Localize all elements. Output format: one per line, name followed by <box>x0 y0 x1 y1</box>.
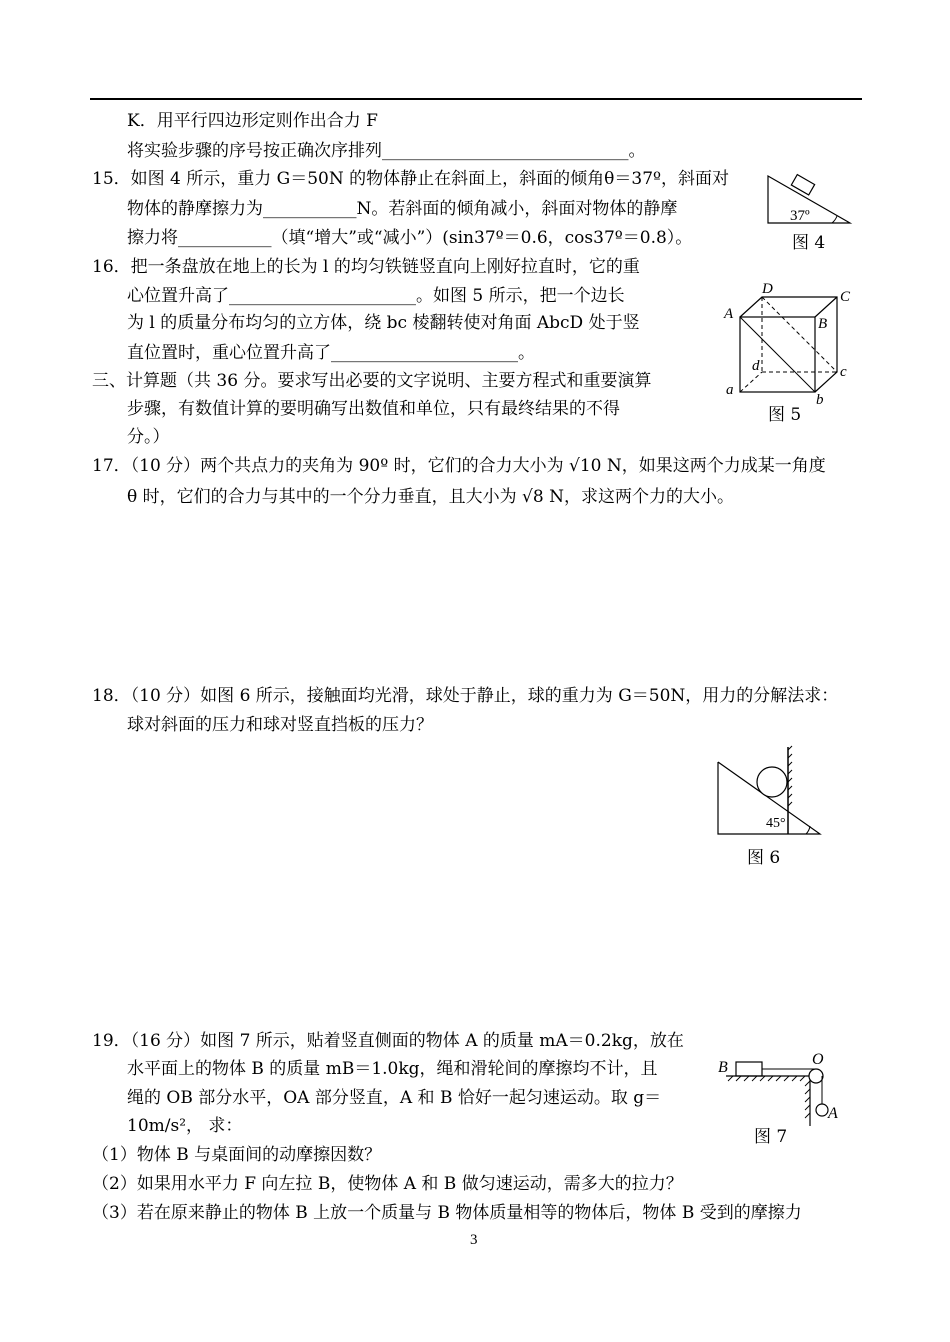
figure-7-B: B <box>718 1059 728 1076</box>
figure-7-O: O <box>812 1051 824 1068</box>
figure-4-angle: 37º <box>790 208 810 224</box>
vertex-D: D <box>762 281 773 297</box>
section-heading: 三、计算题（共 36 分。要求写出必要的文字说明、主要方程式和重要演算 <box>92 371 652 391</box>
text-line: 球对斜面的压力和球对竖直挡板的压力？ <box>127 715 433 735</box>
text-line: 心位置升高了______________________。如图 5 所示，把一个边长 <box>127 286 625 306</box>
text-line: 擦力将___________（填“增大”或“减小”）(sin37º＝0.6，cos37º＝0.8）。 <box>127 228 693 248</box>
figure-7-label: 图 7 <box>754 1127 788 1147</box>
sub-question-2: （2）如果用水平力 F 向左拉 B，使物体 A 和 B 做匀速运动，需多大的拉力？ <box>92 1174 683 1194</box>
header-rule <box>90 98 862 100</box>
vertex-b: b <box>816 392 824 405</box>
text-line: θ 时，它们的合力与其中的一个分力垂直，且大小为 √8 N，求这两个力的大小。 <box>127 487 734 507</box>
text-line: 绳的 OB 部分水平，OA 部分竖直，A 和 B 恰好一起匀速运动。取 g＝ <box>127 1088 662 1108</box>
sub-question-1: （1）物体 B 与桌面间的动摩擦因数？ <box>92 1145 382 1165</box>
text-line: 水平面上的物体 B 的质量 mB＝1.0kg，绳和滑轮间的摩擦均不计，且 <box>127 1059 658 1079</box>
question-15: 15．如图 4 所示，重力 G＝50N 的物体静止在斜面上，斜面的倾角θ＝37º，斜面对 <box>92 169 730 189</box>
page-number: 3 <box>470 1232 478 1248</box>
vertex-a: a <box>726 382 734 398</box>
figure-6-ball-incline <box>712 742 827 837</box>
vertex-d: d <box>752 358 760 374</box>
figure-4-incline <box>760 168 860 228</box>
vertex-C: C <box>840 289 851 305</box>
figure-4-label: 图 4 <box>792 233 826 253</box>
text-line: 将实验步骤的序号按正确次序排列_____________________________。 <box>127 141 646 161</box>
figure-5-cube <box>720 280 860 405</box>
vertex-c: c <box>840 364 847 380</box>
text-line: 直位置时，重心位置升高了______________________。 <box>127 343 535 363</box>
figure-5-label: 图 5 <box>768 405 802 425</box>
figure-6-label: 图 6 <box>747 848 781 868</box>
text-line: 为 l 的质量分布均匀的立方体，绕 bc 棱翻转使对角面 AbcD 处于竖 <box>127 313 640 333</box>
figure-7-pulley <box>712 1048 842 1126</box>
vertex-A: A <box>724 306 734 322</box>
question-19: 19．（16 分）如图 7 所示，贴着竖直侧面的物体 A 的质量 mA＝0.2kg，放在 <box>92 1031 684 1051</box>
text-line: 步骤，有数值计算的要明确写出数值和单位，只有最终结果的不得 <box>127 399 620 419</box>
figure-6-angle: 45° <box>766 816 786 831</box>
text-line: 物体的静摩擦力为___________N。若斜面的倾角减小，斜面对物体的静摩 <box>127 199 678 219</box>
text-line: K．用平行四边形定则作出合力 F <box>127 111 378 131</box>
sub-question-3: （3）若在原来静止的物体 B 上放一个质量与 B 物体质量相等的物体后，物体 B 受到的摩擦力 <box>92 1203 802 1223</box>
figure-7-A: A <box>828 1105 838 1122</box>
text-line: 分。） <box>127 427 170 447</box>
text-line: 10m/s²， 求： <box>127 1116 243 1136</box>
question-16: 16．把一条盘放在地上的长为 l 的均匀铁链竖直向上刚好拉直时，它的重 <box>92 257 640 277</box>
question-18: 18．（10 分）如图 6 所示，接触面均光滑，球处于静止，球的重力为 G＝50N，用力的分解法求： <box>92 686 839 706</box>
question-17: 17．（10 分）两个共点力的夹角为 90º 时，它们的合力大小为 √10 N，如果这两个力成某一角度 <box>92 456 826 476</box>
vertex-B: B <box>818 316 828 332</box>
